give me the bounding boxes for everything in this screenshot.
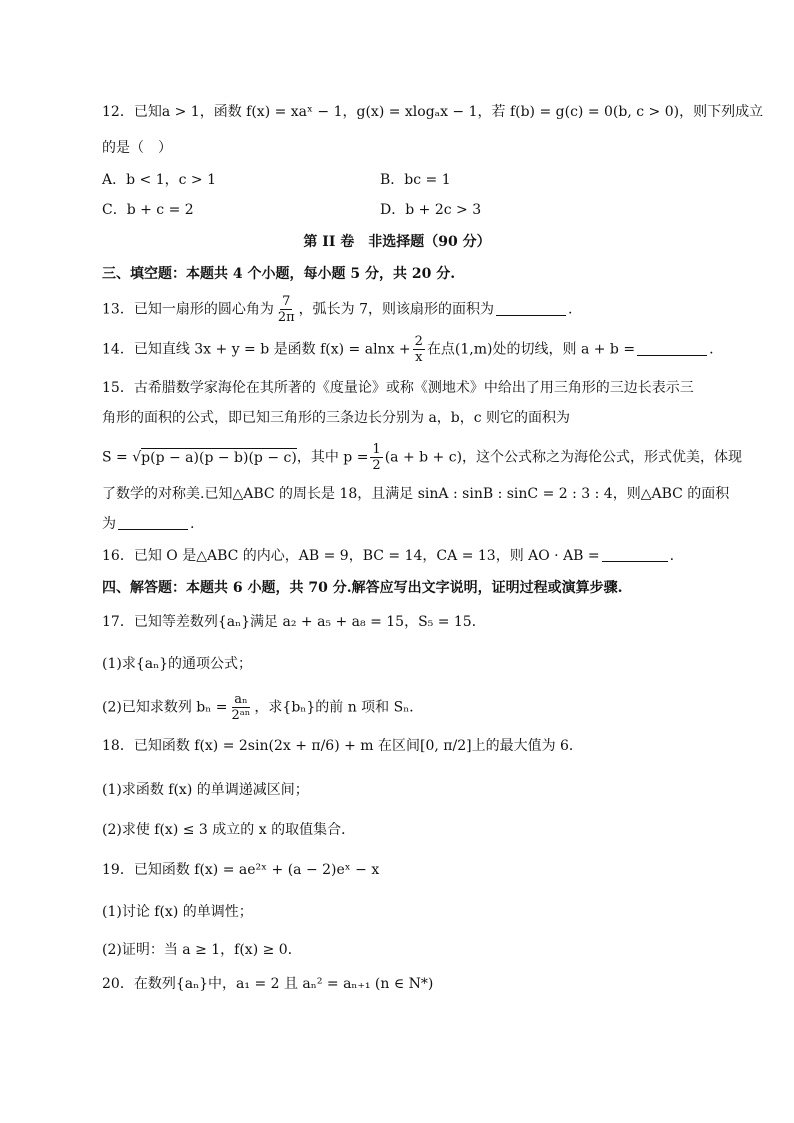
q13-text-end: . [568,301,573,318]
q14-frac-den: x [415,350,423,365]
q12-stem-line1: 12．已知a > 1，函数 f(x) = xaˣ − 1，g(x) = xlogₐx − 1，若 f(b) = g(c) = 0(b, c > 0)，则下列成立 [102,104,764,120]
question-16 [102,546,674,566]
q18-part2: (2)求使 f(x) ≤ 3 成立的 x 的取值集合． [102,822,356,838]
q14-frac-num: 2 [414,334,423,349]
q19-part1: (1)讨论 f(x) 的单调性； [102,904,253,920]
question-14 [102,334,714,365]
q17-fraction [229,692,252,723]
q15-sqrt-radicand: p(p − a)(p − b)(p − c) [141,449,297,466]
q15-frac-num: 1 [372,442,381,457]
q12-option-c: C．b + c = 2 [102,202,194,218]
q14-text-end: . [709,341,714,358]
q17-frac-num: aₙ [234,692,248,707]
q12-option-b: B．bc = 1 [380,172,451,188]
q13-frac-num: 7 [282,294,291,309]
q13-fraction [276,294,297,325]
q13-frac-den: 2π [277,310,295,325]
q15-line4: 了数学的对称美.已知△ABC 的周长是 18，且满足 sinA : sinB : sinC = 2 : 3 : 4，则△ABC 的面积 [102,486,730,502]
q13-text-pre: 13．已知一扇形的圆心角为 [102,301,274,318]
q12-option-d: D．b + 2c > 3 [380,202,482,218]
q15-fraction [370,442,382,473]
q15-line5-end: . [190,516,195,532]
section3-heading: 三、填空题：本题共 4 个小题，每小题 5 分，共 20 分. [102,266,456,282]
q17-part2 [102,692,423,723]
q15-line5 [102,514,194,534]
q17-part2-pre: (2)已知求数列 bₙ = [102,699,228,716]
q17-part1: (1)求{aₙ}的通项公式； [102,656,253,672]
q15-line5-pre: 为 [102,516,116,532]
question-13 [102,294,572,325]
q19-stem: 19．已知函数 f(x) = ae²ˣ + (a − 2)eˣ − x [102,862,380,878]
q17-frac-den: 2ᵃⁿ [231,708,251,723]
q15-answer-blank[interactable] [118,515,188,530]
q16-text-pre: 16．已知 O 是△ABC 的内心，AB = 9，BC = 14，CA = 13，则 AO · AB = [102,548,600,564]
q15-line2: 角形的面积的公式，即已知三角形的三条边长分别为 a，b，c 则它的面积为 [102,410,571,426]
part2-title: 第 II 卷 非选择题（90 分） [303,234,491,250]
q18-part1: (1)求函数 f(x) 的单调递减区间； [102,782,309,798]
q14-answer-blank[interactable] [637,341,707,356]
q15-formula-mid: ，其中 p = [296,449,369,466]
q15-line3: S = √p(p − a)(p − b)(p − c)，其中 p = $\frac{1}{2}$ (a + b + c)，这个公式称之为海伦公式，形式优美，体现 [102,442,743,473]
q12-stem-line2: 的是（ ） [102,140,172,156]
q15-line1: 15．古希腊数学家海伦在其所著的《度量论》或称《测地术》中给出了用三角形的三边长表示三 [102,380,694,396]
q17-stem: 17．已知等差数列{aₙ}满足 a₂ + a₅ + a₈ = 15，S₅ = 15． [102,614,486,630]
q15-formula-s: S = [102,449,128,466]
q13-answer-blank[interactable] [496,301,566,316]
q12-option-a: A．b < 1，c > 1 [102,172,216,188]
q14-text-post: 在点(1,m)处的切线，则 a + b = [426,341,636,358]
q17-part2-post: ，求{bₙ}的前 n 项和 Sₙ． [254,699,424,716]
q19-part2: (2)证明：当 a ≥ 1，f(x) ≥ 0． [102,942,302,958]
question-20-stem: 20．在数列{aₙ}中，a₁ = 2 且 aₙ² = aₙ₊₁ (n ∈ N*) [102,976,434,992]
q16-answer-blank[interactable] [602,547,668,562]
q14-text-pre: 14．已知直线 3x + y = b 是函数 f(x) = alnx + [102,341,411,358]
q15-formula-post: (a + b + c)，这个公式称之为海伦公式，形式优美，体现 [384,449,743,466]
q14-fraction [413,334,425,365]
q18-stem: 18．已知函数 f(x) = 2sin(2x + π/6) + m 在区间[0, π/2]上的最大值为 6． [102,738,583,754]
q16-text-end: . [669,548,675,564]
section4-heading: 四、解答题：本题共 6 小题，共 70 分.解答应写出文字说明，证明过程或演算步骤. [102,580,623,596]
q15-frac-den: 2 [372,458,381,473]
q13-text-post: ，弧长为 7，则该扇形的面积为 [298,301,495,318]
